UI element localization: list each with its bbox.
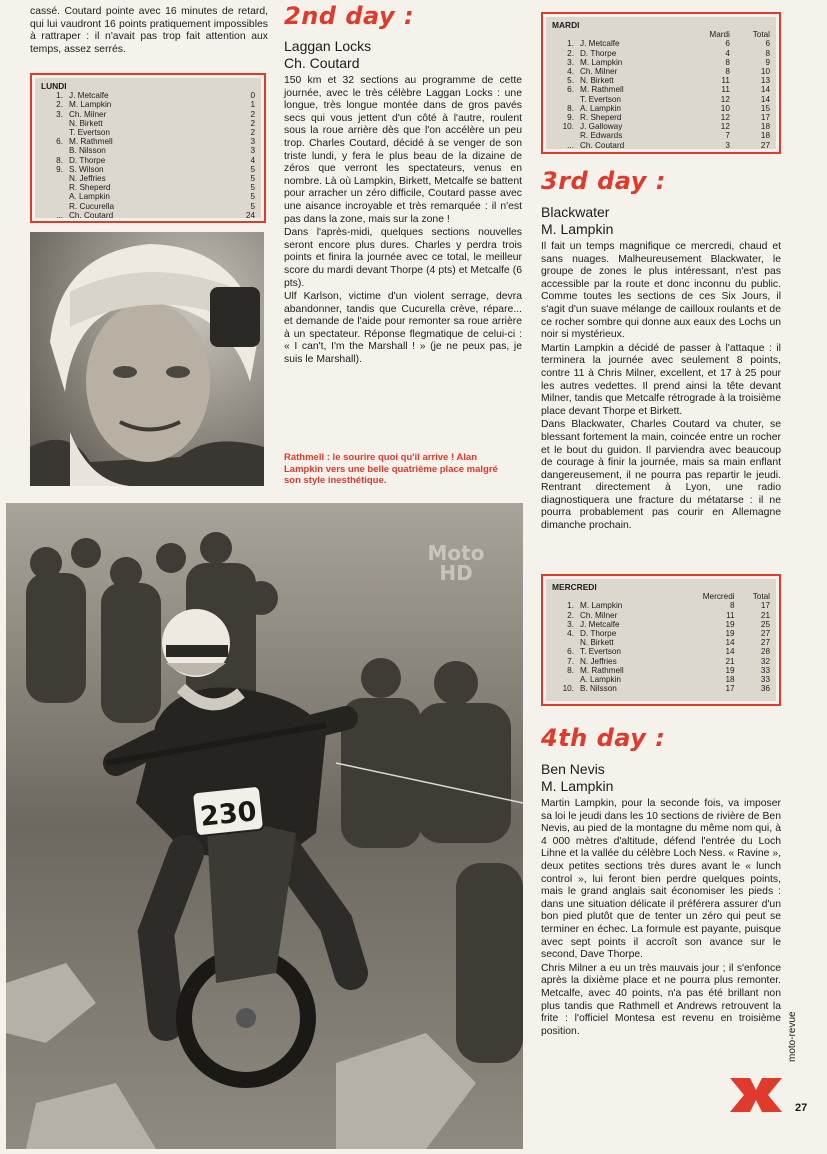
mardi-day: 10 (720, 103, 730, 113)
mardi-row (552, 95, 770, 104)
lundi-name: A. Lampkin (69, 192, 110, 202)
lundi-row (41, 110, 255, 119)
day2-heading: 2nd day : (284, 2, 415, 30)
lundi-rank (41, 183, 69, 192)
mardi-col-total: Total (752, 30, 770, 40)
mercredi-total: 33 (760, 665, 770, 675)
mercredi-day: 14 (725, 638, 735, 648)
mercredi-row (552, 684, 770, 693)
mercredi-row (552, 666, 770, 675)
mardi-total: 17 (760, 113, 770, 123)
mardi-total: 27 (760, 140, 770, 150)
mardi-day: 6 (725, 39, 730, 49)
lundi-rank: 8. (56, 155, 63, 165)
lundi-name: S. Wilson (69, 164, 104, 174)
mercredi-name: J. Metcalfe (580, 619, 620, 629)
mardi-row (552, 76, 770, 85)
lundi-name: Ch. Coutard (69, 210, 114, 220)
mardi-day: 8 (725, 57, 730, 67)
lundi-name: D. Thorpe (69, 155, 106, 165)
lundi-rank (41, 174, 69, 183)
mardi-rank: 10. (562, 122, 574, 132)
lundi-name: R. Sheperd (69, 183, 111, 193)
lundi-score: 5 (250, 174, 255, 184)
mercredi-rank: 6. (567, 647, 574, 657)
lundi-score: 0 (250, 91, 255, 101)
mardi-day: 7 (725, 131, 730, 141)
mardi-total: 18 (760, 122, 770, 132)
mercredi-day: 19 (725, 665, 735, 675)
mardi-total: 9 (765, 57, 770, 67)
mardi-day: 3 (725, 140, 730, 150)
day4-paragraph: Martin Lampkin, pour la seconde fois, va imposer sa loi le jeudi dans les 10 sections de rivière de Ben Nevis, au pied de la montagne du même nom qui, à 4 000 mètres d'altitude, défend l'entrée du Loch Lihne et la vallée du célèbre Loch Ness. « Ravine », deux petites sections très dures avant le « lunch control », lui feront bien perdre quelques points, mais le grand anglais sait économiser les pieds : dans une situation délicate il préférera assurer d'un bon pied plutôt que de tenter un zéro qui peut se terminer en échec. La formule est payante, puisque avec sept points il accroît son avance sur le second, Dave Thorpe. (541, 798, 781, 961)
day3-place: Blackwater (541, 204, 610, 220)
mercredi-row (552, 647, 770, 656)
moto-revue-logo (728, 1072, 784, 1118)
lundi-row (41, 192, 255, 201)
day2-paragraph: 150 km et 32 sections au programme de cette journée, avec le très célèbre Laggan Locks : une longue, très longue montée dans de gros pavés secs qui vous jettent d'un côté à l'autre, roulent sous la roue arrière dès que l'on accélère un peu trop. Charles Coutard, décidé à se venger de son triste lundi, y fera le plus beau de la dizaine de zéros que verront les spectateurs, venus en nombre. Là où Lampkin, Birkett, Metcalfe se battent pour arracher un zéro difficile, Coutard passe avec une aisance incroyable et très remarquée : il n'est pas dans la zone, mais sur la zone ! (284, 75, 522, 225)
mardi-name: A. Lampkin (580, 103, 621, 113)
portrait-illustration (30, 232, 264, 486)
lundi-rank: 1. (56, 91, 63, 101)
portrait-photo (30, 232, 264, 486)
mercredi-name: Ch. Milner (580, 610, 618, 620)
day3-heading: 3rd day : (541, 167, 666, 195)
action-photo (6, 503, 523, 1149)
mercredi-row (552, 675, 770, 684)
mardi-total: 14 (760, 85, 770, 95)
mardi-total: 10 (760, 67, 770, 77)
lundi-rank (41, 192, 69, 201)
mercredi-day: 11 (726, 610, 735, 620)
lundi-rank (41, 119, 69, 128)
mardi-day: 8 (725, 67, 730, 77)
mardi-rank: ... (567, 140, 574, 150)
lundi-score: 2 (250, 128, 255, 138)
mercredi-row (552, 620, 770, 629)
lundi-rank: ... (56, 210, 63, 220)
lundi-rank: 2. (56, 100, 63, 110)
lundi-title: LUNDI (41, 81, 67, 91)
mercredi-total: 21 (760, 610, 770, 620)
mercredi-rank: 8. (567, 665, 574, 675)
lundi-name: J. Metcalfe (69, 91, 109, 101)
mardi-name: D. Thorpe (580, 48, 617, 58)
mercredi-rank: 10. (562, 684, 574, 694)
lundi-score: 5 (250, 192, 255, 202)
lundi-rank (41, 202, 69, 211)
mardi-rank: 3. (567, 57, 574, 67)
lundi-rank (41, 128, 69, 137)
mardi-rank: 9. (567, 113, 574, 123)
lundi-score: 2 (250, 118, 255, 128)
mercredi-total: 25 (760, 619, 770, 629)
intro-paragraph: cassé. Coutard pointe avec 16 minutes de retard, qui lui vaudront 16 points pratiquement impossibles à rattraper : il n'avait pas trop fait attention aux temps, assez serrés. (30, 6, 268, 55)
mardi-total: 14 (760, 94, 770, 104)
day3-paragraph: Dans Blackwater, Charles Coutard va chuter, se blessant fortement la main, coincée entre un rocher et le bout du guidon. Il parviendra avec beaucoup de courage à finir la journée, mais sa main enflant dangereusement, il ne pourra pas repartir le jeudi. Rentrant directement à Lyon, une radio diagnostiquera une fracture du métatarse : il ne pourra probablement pas courir en Allemagne dimanche prochain. (541, 419, 781, 532)
mercredi-day: 21 (725, 656, 735, 666)
day2-place: Laggan Locks (284, 38, 372, 54)
trial-rider-illustration (6, 503, 523, 1149)
day4-body (541, 798, 781, 1039)
lundi-standings-box (30, 73, 266, 223)
day3-body (541, 241, 781, 534)
day4-place: Ben Nevis (541, 761, 605, 777)
mardi-name: Ch. Coutard (580, 140, 625, 150)
lundi-row (41, 119, 255, 128)
mardi-total: 15 (760, 103, 770, 113)
day4-heading: 4th day : (541, 724, 666, 752)
mardi-name: R. Sheperd (580, 113, 622, 123)
mercredi-row (552, 611, 770, 620)
lundi-name: B. Nilsson (69, 146, 106, 156)
mercredi-total: 36 (760, 684, 770, 694)
mardi-day: 12 (720, 122, 730, 132)
mardi-title: MARDI (552, 20, 580, 30)
mercredi-day: 14 (725, 647, 735, 657)
mardi-row (552, 39, 770, 48)
mardi-name: J. Metcalfe (580, 39, 620, 49)
lundi-score: 4 (250, 155, 255, 165)
mardi-row (552, 113, 770, 122)
mardi-rank: 8. (567, 103, 574, 113)
lundi-row (41, 100, 255, 109)
lundi-name: R. Cucurella (69, 201, 115, 211)
day3-paragraph: Il fait un temps magnifique ce mercredi, chaud et sans nuages. Malheureusement Blackwater, le groupe de zones le plus intéressant, n'est pas accessible par la route et donc inconnu du public. Comme toutes les sections de ces Six Jours, il s'agit d'un suave mélange de cailloux roulants et de ce rocher sombre qui donne aux eaux des Lochs un noir si mystérieux. (541, 241, 781, 341)
mercredi-name: D. Thorpe (580, 629, 617, 639)
mercredi-day: 19 (725, 619, 735, 629)
mardi-total: 13 (760, 76, 770, 86)
day4-winner: M. Lampkin (541, 778, 614, 794)
mardi-name: M. Lampkin (580, 57, 623, 67)
lundi-score: 2 (250, 109, 255, 119)
lundi-row (41, 91, 255, 100)
lundi-row (41, 174, 255, 183)
day2-paragraph: Dans l'après-midi, quelques sections nouvelles seront encore plus dures. Charles y perdra trois points et finira la journée avec ce total, le meilleur score du mardi devant Thorpe (4 pts) et Metcalfe (6 pts). (284, 227, 522, 289)
mercredi-name: N. Birkett (580, 638, 614, 648)
mardi-row (552, 67, 770, 76)
mercredi-rank: 7. (567, 656, 574, 666)
mardi-name: Ch. Milner (580, 67, 618, 77)
mercredi-rank (552, 675, 580, 684)
mercredi-row (552, 601, 770, 610)
lundi-score: 5 (250, 164, 255, 174)
mercredi-total: 27 (760, 629, 770, 639)
mercredi-total: 17 (760, 601, 770, 611)
lundi-score: 3 (250, 137, 255, 147)
mercredi-day: 17 (725, 684, 735, 694)
mercredi-name: N. Jeffries (580, 656, 617, 666)
mercredi-title: MERCREDI (552, 582, 597, 592)
mercredi-name: M. Lampkin (580, 601, 623, 611)
mercredi-day: 8 (730, 601, 735, 611)
mercredi-standings-box (541, 574, 781, 706)
mardi-day: 11 (721, 76, 730, 86)
mardi-row (552, 58, 770, 67)
lundi-rank: 9. (56, 164, 63, 174)
mercredi-name: B. Nilsson (580, 684, 617, 694)
mercredi-rank: 3. (567, 619, 574, 629)
mardi-name: M. Rathmell (580, 85, 624, 95)
lundi-name: Ch. Milner (69, 109, 107, 119)
mercredi-rank (552, 638, 580, 647)
lundi-rank: 3. (56, 109, 63, 119)
lundi-rank: 6. (56, 137, 63, 147)
mardi-rank: 4. (567, 67, 574, 77)
lundi-row (41, 165, 255, 174)
mardi-standings-box (541, 12, 781, 154)
mardi-row (552, 131, 770, 140)
mardi-row (552, 49, 770, 58)
mardi-row (552, 122, 770, 131)
lundi-row (41, 211, 255, 220)
mercredi-rank: 4. (567, 629, 574, 639)
mercredi-row (552, 657, 770, 666)
mardi-day: 12 (720, 94, 730, 104)
mardi-row (552, 104, 770, 113)
mercredi-name: T. Evertson (580, 647, 621, 657)
lundi-row (41, 137, 255, 146)
mercredi-total: 33 (760, 675, 770, 685)
mardi-rank (552, 95, 580, 104)
day3-paragraph: Martin Lampkin a décidé de passer à l'attaque : il terminera la journée avec seulement 8 points, contre 11 à Chris Milner, excellent, et 17 à 25 pour les autres vedettes. Il prend ainsi la tête devant Milner, tandis que Metcalfe rétrograde à la troisième place devant Thorpe et Birkett. (541, 342, 781, 417)
mardi-name: T. Evertson (580, 94, 621, 104)
lundi-name: N. Birkett (69, 118, 103, 128)
mardi-row (552, 141, 770, 150)
mardi-name: R. Edwards (580, 131, 623, 141)
lundi-score: 24 (245, 210, 255, 220)
lundi-row (41, 183, 255, 192)
mercredi-total: 28 (760, 647, 770, 657)
mardi-day: 4 (725, 48, 730, 58)
mardi-total: 18 (760, 131, 770, 141)
mardi-day: 12 (720, 113, 730, 123)
mercredi-total: 32 (760, 656, 770, 666)
lundi-name: N. Jeffries (69, 174, 106, 184)
lundi-score: 5 (250, 183, 255, 193)
mardi-rank: 6. (567, 85, 574, 95)
lundi-name: M. Lampkin (69, 100, 112, 110)
mardi-name: J. Galloway (580, 122, 623, 132)
mercredi-row (552, 629, 770, 638)
lundi-row (41, 202, 255, 211)
day4-paragraph: Chris Milner a eu un très mauvais jour ; il s'enfonce après la dixième place et ne pourra plus remonter. Metcalfe, avec 40 points, n'a pas été brillant non plus tandis que Rathmell et Andrews retrouvent la frite : l'officiel Montesa est revenu en troisième position. (541, 962, 781, 1037)
photo-caption: Rathmell : le sourire quoi qu'il arrive ! Alan Lampkin vers une belle quatrième place malgré son style inesthétique. (284, 452, 498, 486)
mardi-col-day: Mardi (709, 30, 730, 40)
mardi-total: 8 (765, 48, 770, 58)
lundi-row (41, 156, 255, 165)
lundi-score: 1 (250, 100, 255, 110)
mardi-row (552, 85, 770, 94)
day2-paragraph: Ulf Karlson, victime d'un violent serrage, devra abandonner, tandis que Cucurella crève, répare... et demande de l'aide pour remonter sa roue arrière à un spectateur. Réponse flegmatique de celui-ci : « I can't, I'm the Marshall ! » (je ne peux pas, je suis le Marshall). (284, 291, 522, 366)
lundi-table (41, 91, 255, 220)
lundi-name: M. Rathmell (69, 137, 113, 147)
day2-winner: Ch. Coutard (284, 55, 360, 71)
mardi-rank (552, 131, 580, 140)
mardi-name: N. Birkett (580, 76, 614, 86)
lundi-row (41, 146, 255, 155)
mercredi-row (552, 638, 770, 647)
rider-number: 230 (198, 796, 259, 833)
lundi-score: 5 (250, 201, 255, 211)
mercredi-name: M. Rathmell (580, 665, 624, 675)
page-number: 27 (795, 1102, 808, 1114)
day3-winner: M. Lampkin (541, 221, 614, 237)
lundi-name: T. Evertson (69, 128, 110, 138)
lundi-rank (41, 146, 69, 155)
mercredi-total: 27 (760, 638, 770, 648)
mardi-total: 6 (765, 39, 770, 49)
mercredi-col-day: Mercredi (702, 592, 735, 602)
day2-body (284, 75, 522, 368)
mardi-table (552, 30, 770, 150)
magazine-name: moto-revue (787, 1011, 798, 1062)
mercredi-rank: 2. (567, 610, 574, 620)
mercredi-col-total: Total (752, 592, 770, 602)
lundi-score: 3 (250, 146, 255, 156)
mercredi-day: 18 (725, 675, 735, 685)
mercredi-name: A. Lampkin (580, 675, 621, 685)
mardi-day: 11 (721, 85, 730, 95)
mercredi-table (552, 592, 770, 693)
watermark: Moto HD (427, 541, 485, 585)
mardi-rank: 2. (567, 48, 574, 58)
mercredi-day: 19 (725, 629, 735, 639)
mardi-rank: 1. (567, 39, 574, 49)
lundi-row (41, 128, 255, 137)
mercredi-rank: 1. (567, 601, 574, 611)
mardi-rank: 5. (567, 76, 574, 86)
